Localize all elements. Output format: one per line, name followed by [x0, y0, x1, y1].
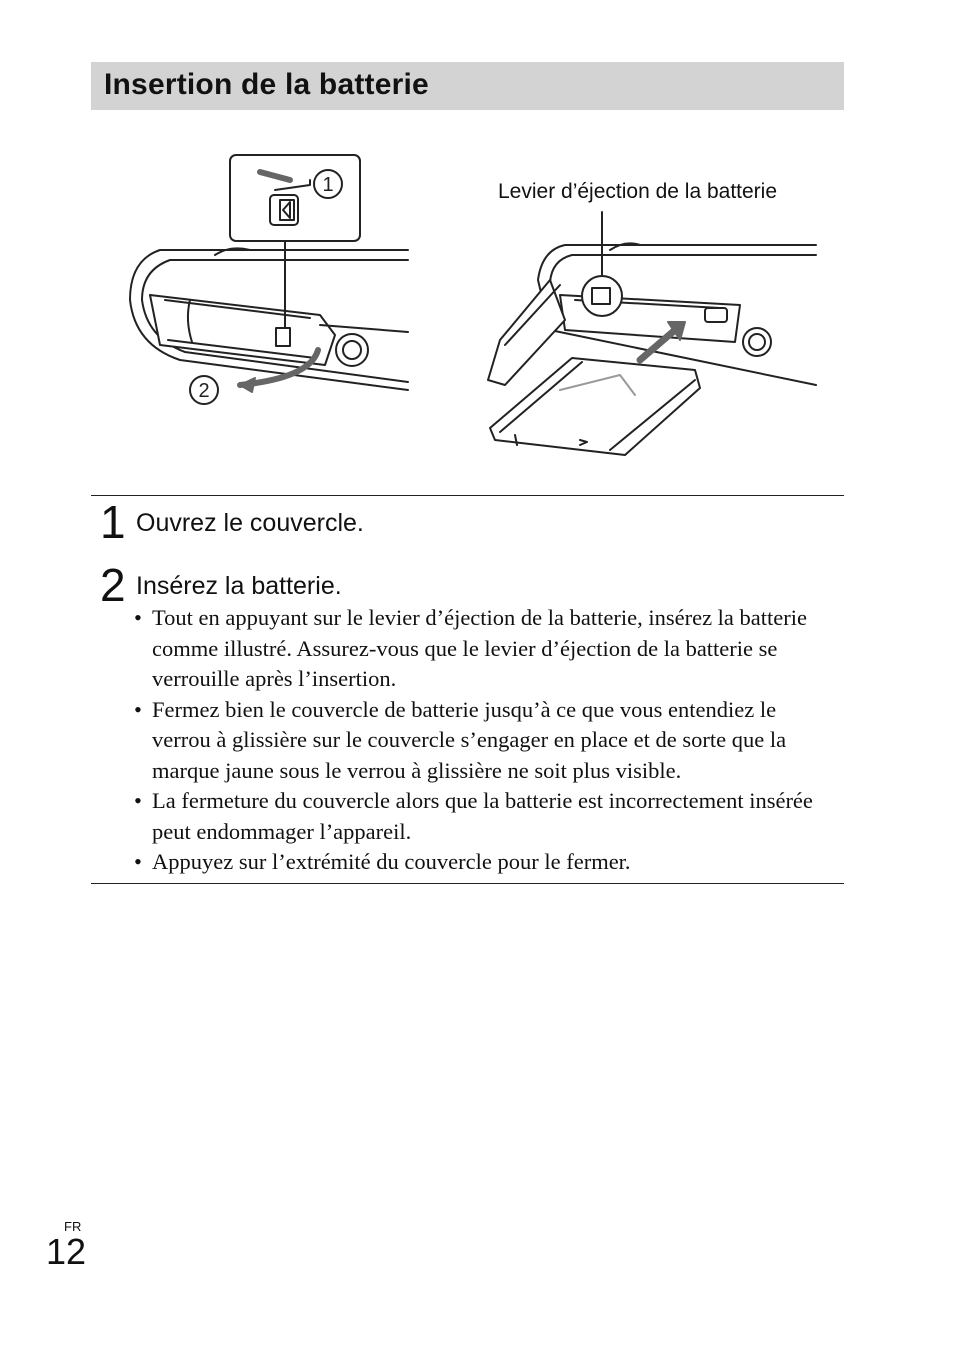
step-1-number: 1 — [100, 496, 126, 548]
list-item: • Appuyez sur l’extrémité du couvercle pour le fermer. — [134, 847, 834, 878]
eject-lever-callout-label: Levier d’éjection de la batterie — [498, 180, 778, 203]
section-title: Insertion de la batterie — [104, 68, 429, 101]
list-item: • Fermez bien le couvercle de batterie jusqu’à ce que vous entendiez le verrou à glissière sur le couvercle s’engager en place et de sorte que la marque jaune sous le verrou à glissière ne soit plus visible. — [134, 695, 834, 787]
step-2-title: Insérez la batterie. — [136, 572, 342, 600]
step-2-bullet-list — [134, 603, 834, 878]
step-marker-2 — [190, 376, 218, 404]
section-header — [91, 62, 844, 110]
bottom-divider — [91, 883, 844, 884]
list-item: • La fermeture du couvercle alors que la batterie est incorrectement insérée peut endommager l’appareil. — [134, 786, 834, 847]
battery-insertion-illustration — [120, 150, 830, 470]
top-divider — [91, 495, 844, 496]
language-code: FR — [64, 1219, 82, 1234]
step-marker-1 — [314, 170, 342, 198]
step-1-title: Ouvrez le couvercle. — [136, 509, 364, 537]
step-2-number: 2 — [100, 559, 126, 611]
marker-2-label: 2 — [198, 380, 210, 402]
page-number: 12 — [46, 1231, 87, 1272]
marker-1-label: 1 — [322, 174, 334, 196]
list-item: • Tout en appuyant sur le levier d’éjection de la batterie, insérez la batterie comme illustré. Assurez-vous que le levier d’éjection de la batterie se verrouille après l’insertion. — [134, 603, 834, 695]
